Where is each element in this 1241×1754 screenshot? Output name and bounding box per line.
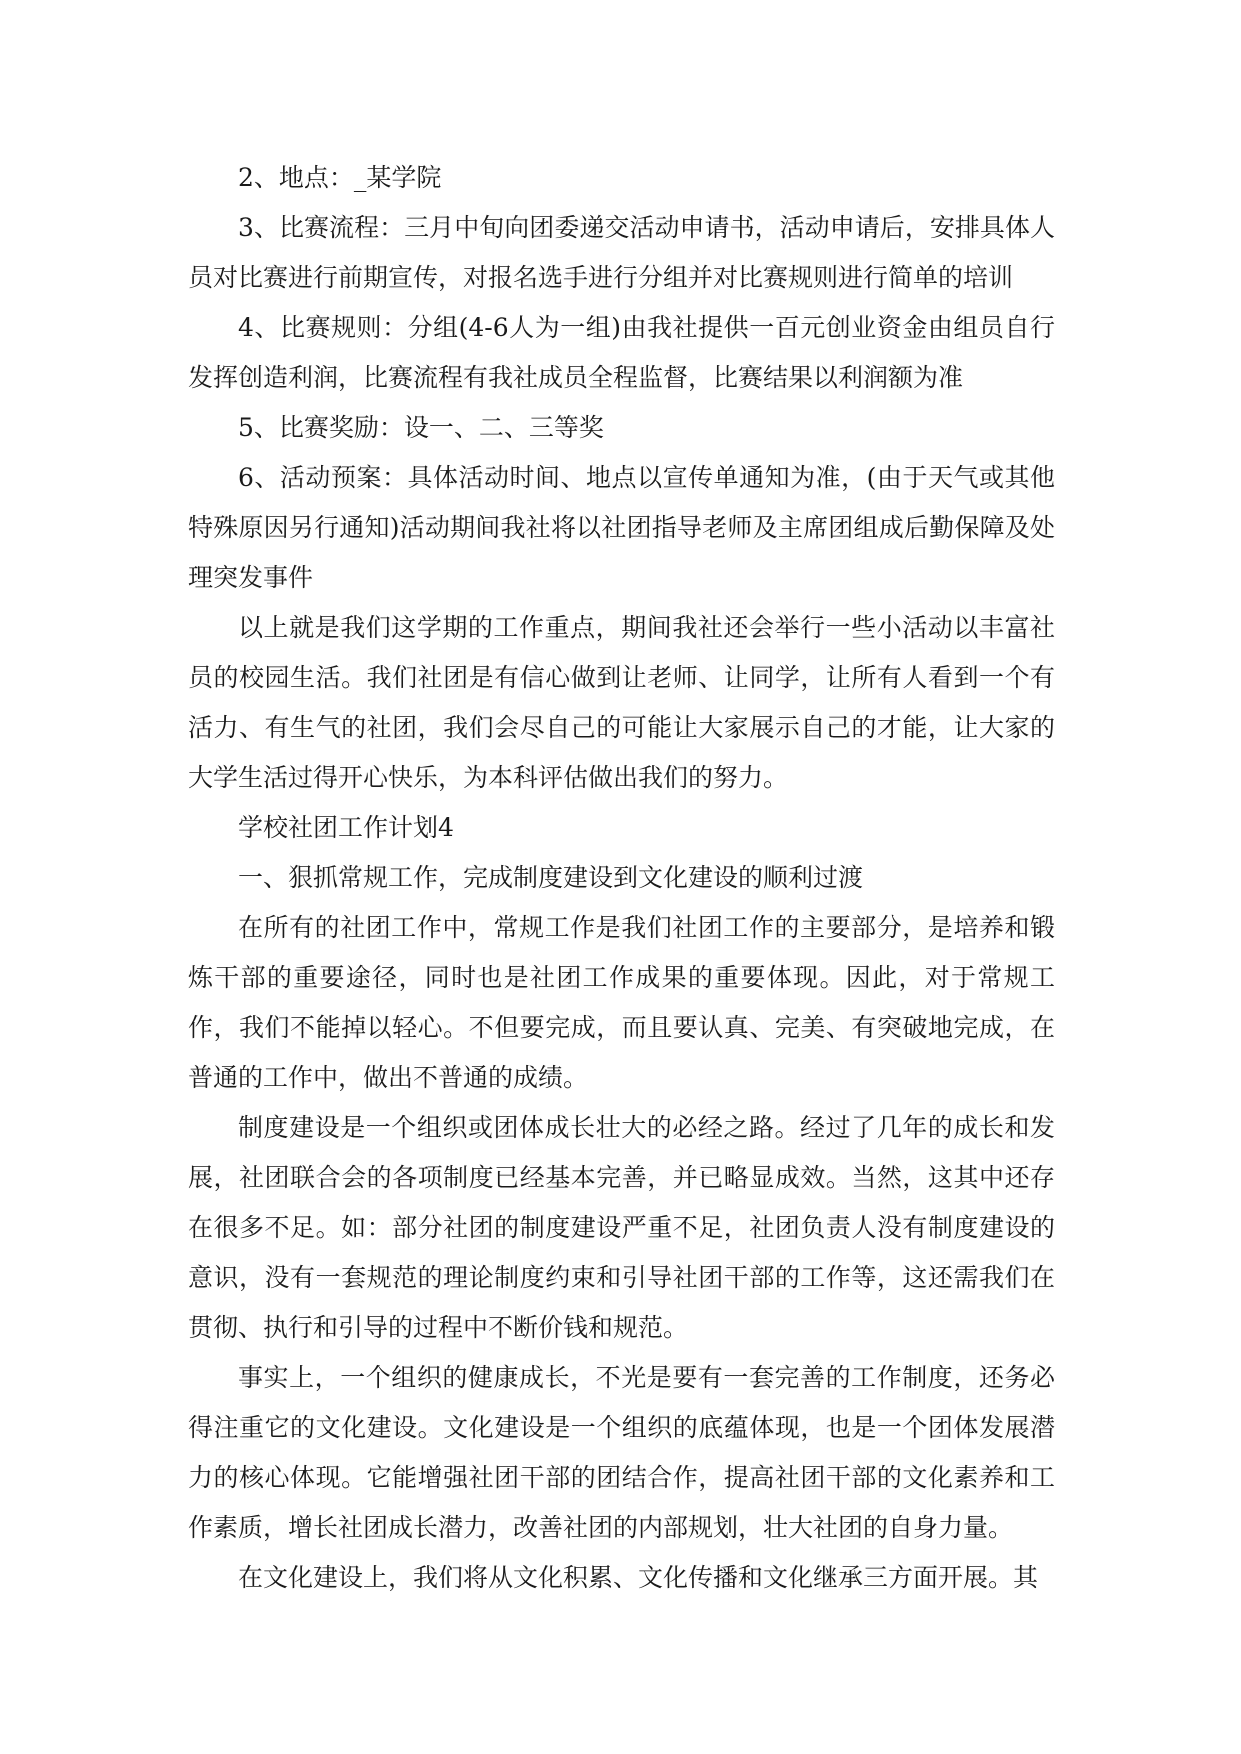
section-subheading-routine-work: 一、狠抓常规工作，完成制度建设到文化建设的顺利过渡: [238, 863, 864, 892]
paragraph-summary: 以上就是我们这学期的工作重点，期间我社还会举行一些小活动以丰富社员的校园生活。我们社团是有信心做到让老师、让同学，让所有人看到一个有活力、有生气的社团，我们会尽自己的可能让大家展示自己的才能，让大家的大学生活过得开心快乐，为本科评估做出我们的努力。: [188, 613, 1055, 792]
section-heading-plan-4: 学校社团工作计划4: [238, 813, 454, 842]
paragraph-system-building: 制度建设是一个组织或团体成长壮大的必经之路。经过了几年的成长和发展，社团联合会的各项制度已经基本完善，并已略显成效。当然，这其中还存在很多不足。如：部分社团的制度建设严重不足，社团负责人没有制度建设的意识，没有一套规范的理论制度约束和引导社团干部的工作等，这还需我们在贯彻、执行和引导的过程中不断价钱和规范。: [188, 1113, 1055, 1342]
paragraph-competition-awards: 5、比赛奖励：设一、二、三等奖: [238, 413, 604, 442]
paragraph-routine-work: 在所有的社团工作中，常规工作是我们社团工作的主要部分，是培养和锻炼干部的重要途径，同时也是社团工作成果的重要体现。因此，对于常规工作，我们不能掉以轻心。不但要完成，而且要认真、完美、有突破地完成，在普通的工作中，做出不普通的成绩。: [188, 913, 1055, 1092]
paragraph-contingency-plan: 6、活动预案：具体活动时间、地点以宣传单通知为准，(由于天气或其他特殊原因另行通知)活动期间我社将以社团指导老师及主席团组成后勤保障及处理突发事件: [188, 463, 1055, 592]
paragraph-location: 2、地点：_某学院: [238, 163, 442, 192]
document-body: [188, 153, 1055, 1603]
paragraph-competition-process: 3、比赛流程：三月中旬向团委递交活动申请书，活动申请后，安排具体人员对比赛进行前期宣传，对报名选手进行分组并对比赛规则进行简单的培训: [188, 213, 1055, 292]
paragraph-culture-approach: 在文化建设上，我们将从文化积累、文化传播和文化继承三方面开展。其: [238, 1563, 1039, 1592]
paragraph-culture-building: 事实上，一个组织的健康成长，不光是要有一套完善的工作制度，还务必得注重它的文化建设。文化建设是一个组织的底蕴体现，也是一个团体发展潜力的核心体现。它能增强社团干部的团结合作，提高社团干部的文化素养和工作素质，增长社团成长潜力，改善社团的内部规划，壮大社团的自身力量。: [188, 1363, 1055, 1542]
paragraph-competition-rules: 4、比赛规则：分组(4-6人为一组)由我社提供一百元创业资金由组员自行发挥创造利润，比赛流程有我社成员全程监督，比赛结果以利润额为准: [188, 313, 1055, 392]
